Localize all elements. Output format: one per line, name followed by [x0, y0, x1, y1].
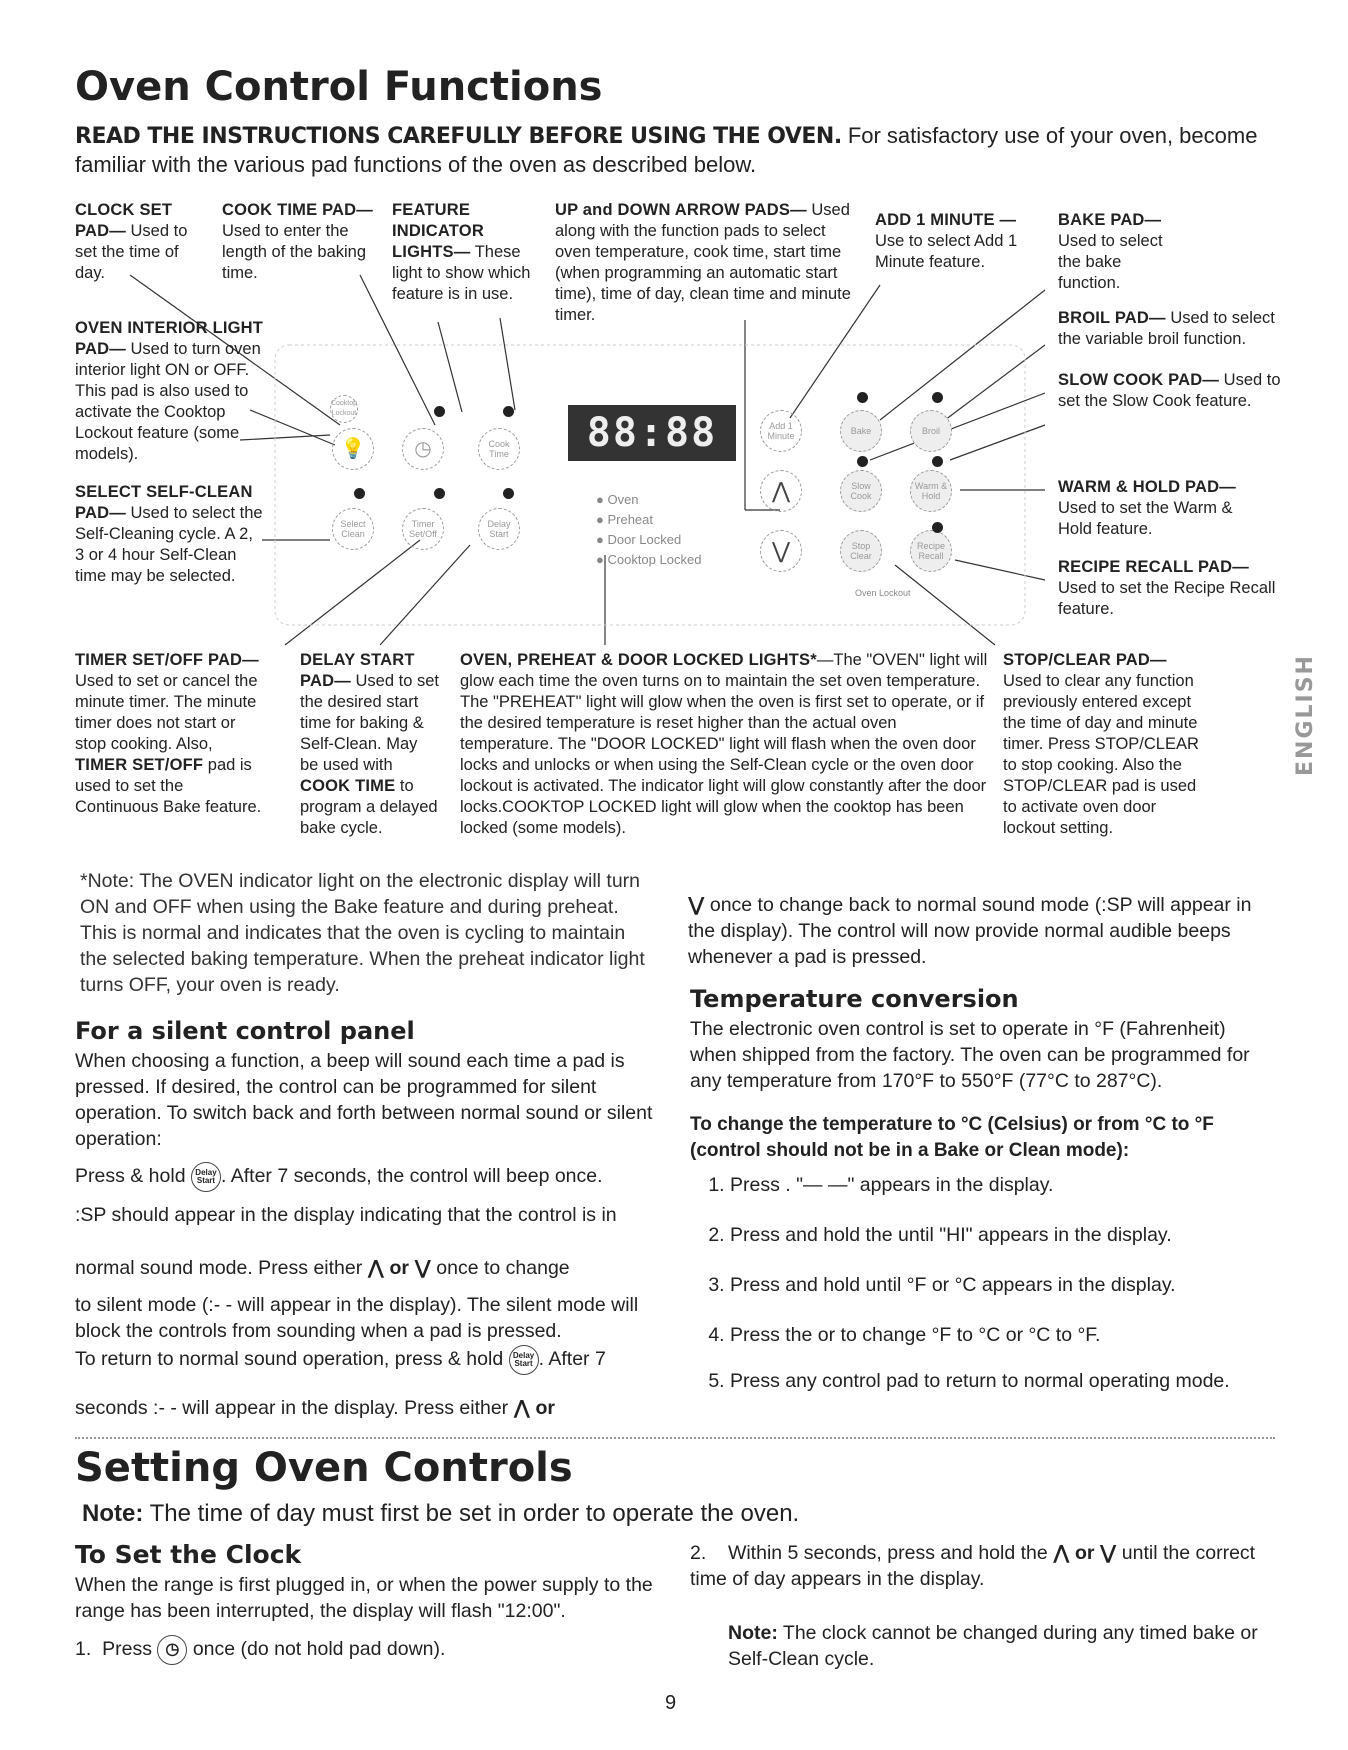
- temp-step: 4. Press the or to change °F to °C or °C to °F.: [730, 1322, 1330, 1348]
- setting-heading: Setting Oven Controls: [75, 1445, 573, 1491]
- temp-step: 5. Press any control pad to return to normal operating mode.: [730, 1368, 1330, 1394]
- indicator-dot: [857, 392, 868, 403]
- indicator-dot: [932, 392, 943, 403]
- timer-label: TIMER SET/OFF PAD— Used to set or cancel the minute timer. The minute timer does not start or stop cooking. Also, TIMER SET/OFF pad is used to set the Continuous Bake feature.: [75, 651, 262, 816]
- temp-heading: Temperature conversion: [690, 985, 1019, 1013]
- up-arrow-icon: ⋀: [367, 1256, 385, 1279]
- delay-start-pad[interactable]: Delay Start: [478, 508, 520, 550]
- preheat-indicator: ● Preheat: [596, 512, 654, 527]
- silent-heading: For a silent control panel: [75, 1017, 415, 1045]
- up-arrow-pad[interactable]: [760, 470, 802, 512]
- temp-subheading: To change the temperature to °C (Celsius) or from °C to °F (control should not be in a Bake or Clean mode):: [690, 1114, 1214, 1161]
- page-title: Oven Control Functions: [75, 64, 603, 110]
- arrow-pads-label: UP and DOWN ARROW PADS— Used along with the function pads to select oven temperature, cook time, start time (when programming an automatic start time), time of day, clean time and minute timer.: [555, 201, 851, 324]
- up-arrow-icon: ⋀: [1053, 1541, 1070, 1564]
- delay-start-label: DELAY START PAD— Used to set the desired start time for baking & Self-Clean. May be used with COOK TIME to program a delayed bake cycle.: [300, 651, 439, 837]
- page-number: 9: [665, 1692, 677, 1714]
- clock-heading: To Set the Clock: [75, 1540, 302, 1569]
- clock-intro: When the range is first plugged in, or when the power supply to the range has been interrupted, the display will flash "12:00".: [75, 1574, 653, 1622]
- clock-set-label: CLOCK SET PAD— Used to set the time of day.: [75, 201, 188, 282]
- down-arrow-icon: ⋁: [414, 1256, 431, 1279]
- temp-step: 2. Press and hold the until "HI" appears in the display.: [730, 1222, 1330, 1248]
- down-arrow-pad[interactable]: [760, 530, 802, 572]
- clock-pad-icon: ◷: [157, 1635, 187, 1665]
- silent-back-normal: ⋁ once to change back to normal sound mode (:SP will appear in the display). The control will now provide normal audible beeps whenever a pad is pressed.: [688, 893, 1252, 968]
- cook-time-label: COOK TIME PAD— Used to enter the length of the baking time.: [222, 201, 373, 282]
- bake-pad-label: BAKE PAD— Used to select the bake function.: [1058, 211, 1163, 292]
- clock-step-1: 1. Press ◷ once (do not hold pad down).: [75, 1635, 665, 1665]
- up-arrow-icon: ⋀: [513, 1396, 531, 1419]
- language-tab: ENGLISH: [1293, 654, 1318, 776]
- bake-pad[interactable]: Bake: [840, 410, 882, 452]
- cooktop-locked-indicator: ● Cooktop Locked: [596, 552, 702, 567]
- feature-indicator-label: FEATURE INDICATOR LIGHTS— These light to show which feature is in use.: [392, 201, 531, 303]
- clock-note: Note: The clock cannot be changed during any timed bake or Self-Clean cycle.: [728, 1622, 1258, 1670]
- warm-hold-pad[interactable]: Warm & Hold: [910, 470, 952, 512]
- silent-seconds: seconds :- - will appear in the display. Press either ⋀ or: [75, 1396, 555, 1419]
- door-locked-indicator: ● Door Locked: [596, 532, 682, 547]
- stop-clear-label: STOP/CLEAR PAD— Used to clear any function previously entered except the time of day and minute timer. Press STOP/CLEAR to stop cooking. Also the STOP/CLEAR pad is used to activate oven door lockout setting.: [1003, 651, 1199, 837]
- silent-intro: When choosing a function, a beep will sound each time a pad is pressed. If desired, the control can be programmed for silent operation. To switch back and forth between normal sound or silent operation:: [75, 1050, 653, 1150]
- silent-step: Press & hold Delay Start . After 7 seconds, the control will beep once.: [75, 1162, 675, 1192]
- broil-pad[interactable]: Broil: [910, 410, 952, 452]
- oven-indicator-note: *Note: The OVEN indicator light on the electronic display will turn ON and OFF when using the Bake feature and during preheat. This is normal and indicates that the oven is cycling to maintain the selected baking temperature. When the preheat indicator light turns OFF, your oven is ready.: [80, 870, 645, 996]
- delay-start-pad-icon: Delay Start: [191, 1162, 221, 1192]
- recipe-recall-pad[interactable]: Recipe Recall: [910, 530, 952, 572]
- indicator-lights: [596, 490, 701, 570]
- silent-change: normal sound mode. Press either ⋀ or ⋁ once to change: [75, 1256, 570, 1279]
- down-arrow-icon: ⋁: [1099, 1541, 1117, 1564]
- slow-cook-pad[interactable]: Slow Cook: [840, 470, 882, 512]
- recipe-recall-label: RECIPE RECALL PAD— Used to set the Recipe Recall feature.: [1058, 558, 1276, 618]
- temp-intro: The electronic oven control is set to operate in °F (Fahrenheit) when shipped from the factory. The oven can be programmed for any temperature from 170°F to 550°F (77°C to 287°C).: [690, 1018, 1250, 1092]
- indicator-dot: [503, 488, 514, 499]
- timer-pad[interactable]: Timer Set/Off: [402, 508, 444, 550]
- warm-hold-label: WARM & HOLD PAD— Used to set the Warm & Hold feature.: [1058, 478, 1236, 538]
- temp-step: 1. Press . "— —" appears in the display.: [730, 1172, 1330, 1198]
- down-arrow-icon: ⋁: [771, 538, 791, 563]
- silent-return: To return to normal sound operation, press & hold Delay Start . After 7: [75, 1345, 675, 1375]
- temp-step: 3. Press and hold until °F or °C appears in the display.: [730, 1272, 1330, 1298]
- cooktop-lockout-pad[interactable]: Cooktop Lockout: [330, 395, 358, 423]
- broil-pad-label: BROIL PAD— Used to select the variable broil function.: [1058, 309, 1275, 348]
- silent-sp: :SP should appear in the display indicating that the control is in: [75, 1204, 617, 1226]
- oven-indicator: ● Oven: [596, 492, 639, 507]
- up-arrow-icon: ⋀: [771, 478, 791, 503]
- down-arrow-icon: ⋁: [688, 893, 705, 916]
- intro-bold: READ THE INSTRUCTIONS CAREFULLY BEFORE USING THE OVEN.: [75, 124, 842, 149]
- clock-icon: ◷: [414, 438, 432, 460]
- silent-mode-desc: to silent mode (:- - will appear in the display). The silent mode will block the controls from sounding when a pad is pressed.: [75, 1294, 639, 1342]
- indicator-dot: [932, 456, 943, 467]
- indicator-dot: [434, 488, 445, 499]
- cook-time-pad[interactable]: Cook Time: [478, 428, 520, 470]
- temp-steps: [690, 1172, 1330, 1394]
- intro-text: For satisfactory use of your oven, become familiar with the various pad functions of the oven as described below.: [75, 123, 1258, 177]
- self-clean-pad[interactable]: Select Clean: [332, 508, 374, 550]
- indicator-dot: [857, 456, 868, 467]
- light-pad[interactable]: [332, 428, 374, 470]
- self-clean-label: SELECT SELF-CLEAN PAD— Used to select the Self-Cleaning cycle. A 2, 3 or 4 hour Self-Clean time may be selected.: [75, 483, 263, 585]
- indicator-lights-label: OVEN, PREHEAT & DOOR LOCKED LIGHTS*—The "OVEN" light will glow each time the oven turns on to maintain the set oven temperature. The "PREHEAT" light will glow when the oven is first set to operate, or if the desired temperature is reset higher than the actual oven temperature. The "DOOR LOCKED" light will flash when the oven door locks and unlocks or when using the Self-Clean cycle or the oven door lockout is activated. The indicator light will glow constantly after the door locks.COOKTOP LOCKED light will glow when the cooktop has been locked (some models).: [460, 651, 988, 837]
- add-minute-pad[interactable]: Add 1 Minute: [760, 410, 802, 452]
- light-bulb-icon: 💡: [340, 438, 366, 460]
- oven-light-label: OVEN INTERIOR LIGHT PAD— Used to turn oven interior light ON or OFF. This pad is also used to activate the Cooktop Lockout feature (some models).: [75, 319, 264, 463]
- section-divider: [75, 1437, 1275, 1439]
- clock-step-2: 2. Within 5 seconds, press and hold the ⋀ or ⋁ until the correct time of day appears in the display.: [690, 1541, 1256, 1590]
- indicator-dot: [354, 488, 365, 499]
- digital-display: 88:88: [568, 405, 736, 461]
- clock-pad[interactable]: [402, 428, 444, 470]
- indicator-dot: [932, 522, 943, 533]
- oven-lockout-label: Oven Lockout: [855, 588, 911, 598]
- indicator-dot: [503, 406, 514, 417]
- slow-cook-label: SLOW COOK PAD— Used to set the Slow Cook feature.: [1058, 371, 1281, 410]
- setting-note: Note: The time of day must first be set in order to operate the oven.: [82, 1500, 800, 1527]
- add-minute-label: ADD 1 MINUTE — Use to select Add 1 Minute feature.: [875, 211, 1018, 271]
- indicator-dot: [434, 406, 445, 417]
- stop-clear-pad[interactable]: Stop Clear: [840, 530, 882, 572]
- delay-start-pad-icon: Delay Start: [509, 1345, 539, 1375]
